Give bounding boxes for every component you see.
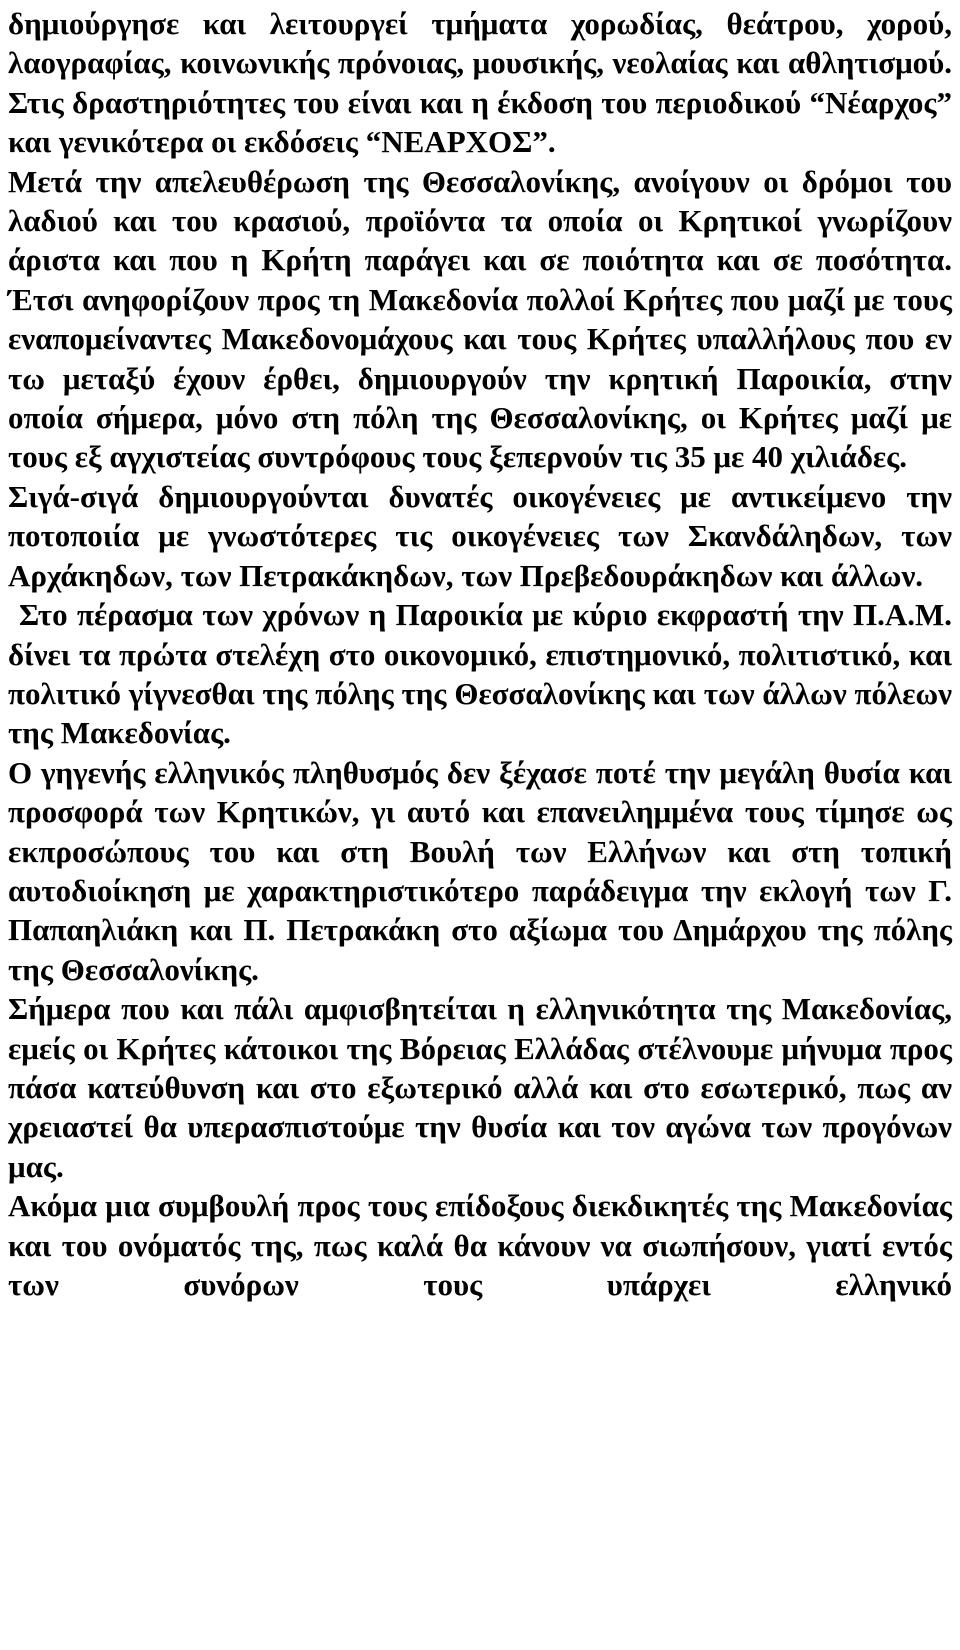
paragraph-families: Σιγά-σιγά δημιουργούνται δυνατές οικογένειες με αντικείμενο την ποτοποιία με γνωστότερες τις οικογένειες των Σκανδάληδων, των Αρχάκηδων, των Πετρακάκηδων, των Πρεβεδουράκηδων και άλλων.: [8, 478, 952, 593]
paragraph-population: Ο γηγενής ελληνικός πληθυσμός δεν ξέχασε ποτέ την μεγάλη θυσία και προσφορά των Κρητικών, γι αυτό και επανειλημμένα τους τίμησε ως εκπροσώπους του και στη Βουλή των Ελλήνων και στη τοπική αυτοδιοίκηση με χαρακτηριστικότερο παράδειγμα την εκλογή των Γ. Παπαηλιάκη και Π. Πετρακάκη στο αξίωμα του Δημάρχου της πόλης της Θεσσαλονίκης.: [8, 754, 952, 987]
paragraph-advice: Ακόμα μια συμβουλή προς τους επίδοξους διεκδικητές της Μακεδονίας και του ονόματός της, πως καλά θα κάνουν να σιωπήσουν, γιατί εντός των συνόρων τους υπάρχει ελληνικό: [8, 1188, 952, 1302]
paragraph-pam: Στο πέρασμα των χρόνων η Παροικία με κύριο εκφραστή την Π.Α.Μ. δίνει τα πρώτα στελέχη στο οικονομικό, επιστημονικό, πολιτιστικό, και πολιτικό γίγνεσθαι της πόλης της Θεσσαλονίκης και των άλλων πόλεων της Μακεδονίας.: [8, 597, 952, 751]
paragraph-liberation: Μετά την απελευθέρωση της Θεσσαλονίκης, ανοίγουν οι δρόμοι του λαδιού και του κρασιού, προϊόντα τα οποία οι Κρητικοί γνωρίζουν άριστα και που η Κρήτη παράγει και σε ποιότητα και σε ποσότητα. Έτσι ανηφορίζουν προς τη Μακεδονία πολλοί Κρήτες που μαζί με τους εναπομείναντες Μακεδονομάχους και τους Κρήτες υπαλλήλους που εν τω μεταξύ έχουν έρθει, δημιουργούν την κρητική Παροικία, στην οποία σήμερα, μόνο στη πόλη της Θεσσαλονίκης, οι Κρήτες μαζί με τους εξ αγχιστείας συντρόφους τους ξεπερνούν τις 35 με 40 χιλιάδες.: [8, 163, 952, 475]
paragraph-today: Σήμερα που και πάλι αμφισβητείται η ελληνικότητα της Μακεδονίας, εμείς οι Κρήτες κάτοικοι της Βόρειας Ελλάδας στέλνουμε μήνυμα προς πάσα κατεύθυνση και στο εξωτερικό αλλά και στο εσωτερικό, πως αν χρειαστεί θα υπερασπιστούμε την θυσία και τον αγώνα των προγόνων μας.: [8, 991, 952, 1184]
paragraph-intro-continuation: δημιούργησε και λειτουργεί τμήματα χορωδίας, θεάτρου, χορού, λαογραφίας, κοινωνικής πρόνοιας, μουσικής, νεολαίας και αθλητισμού. Στις δραστηριότητες του είναι και η έκδοση του περιοδικού “Νέαρχος” και γενικότερα οι εκδόσεις “ΝΕΑΡΧΟΣ”.: [8, 6, 952, 160]
